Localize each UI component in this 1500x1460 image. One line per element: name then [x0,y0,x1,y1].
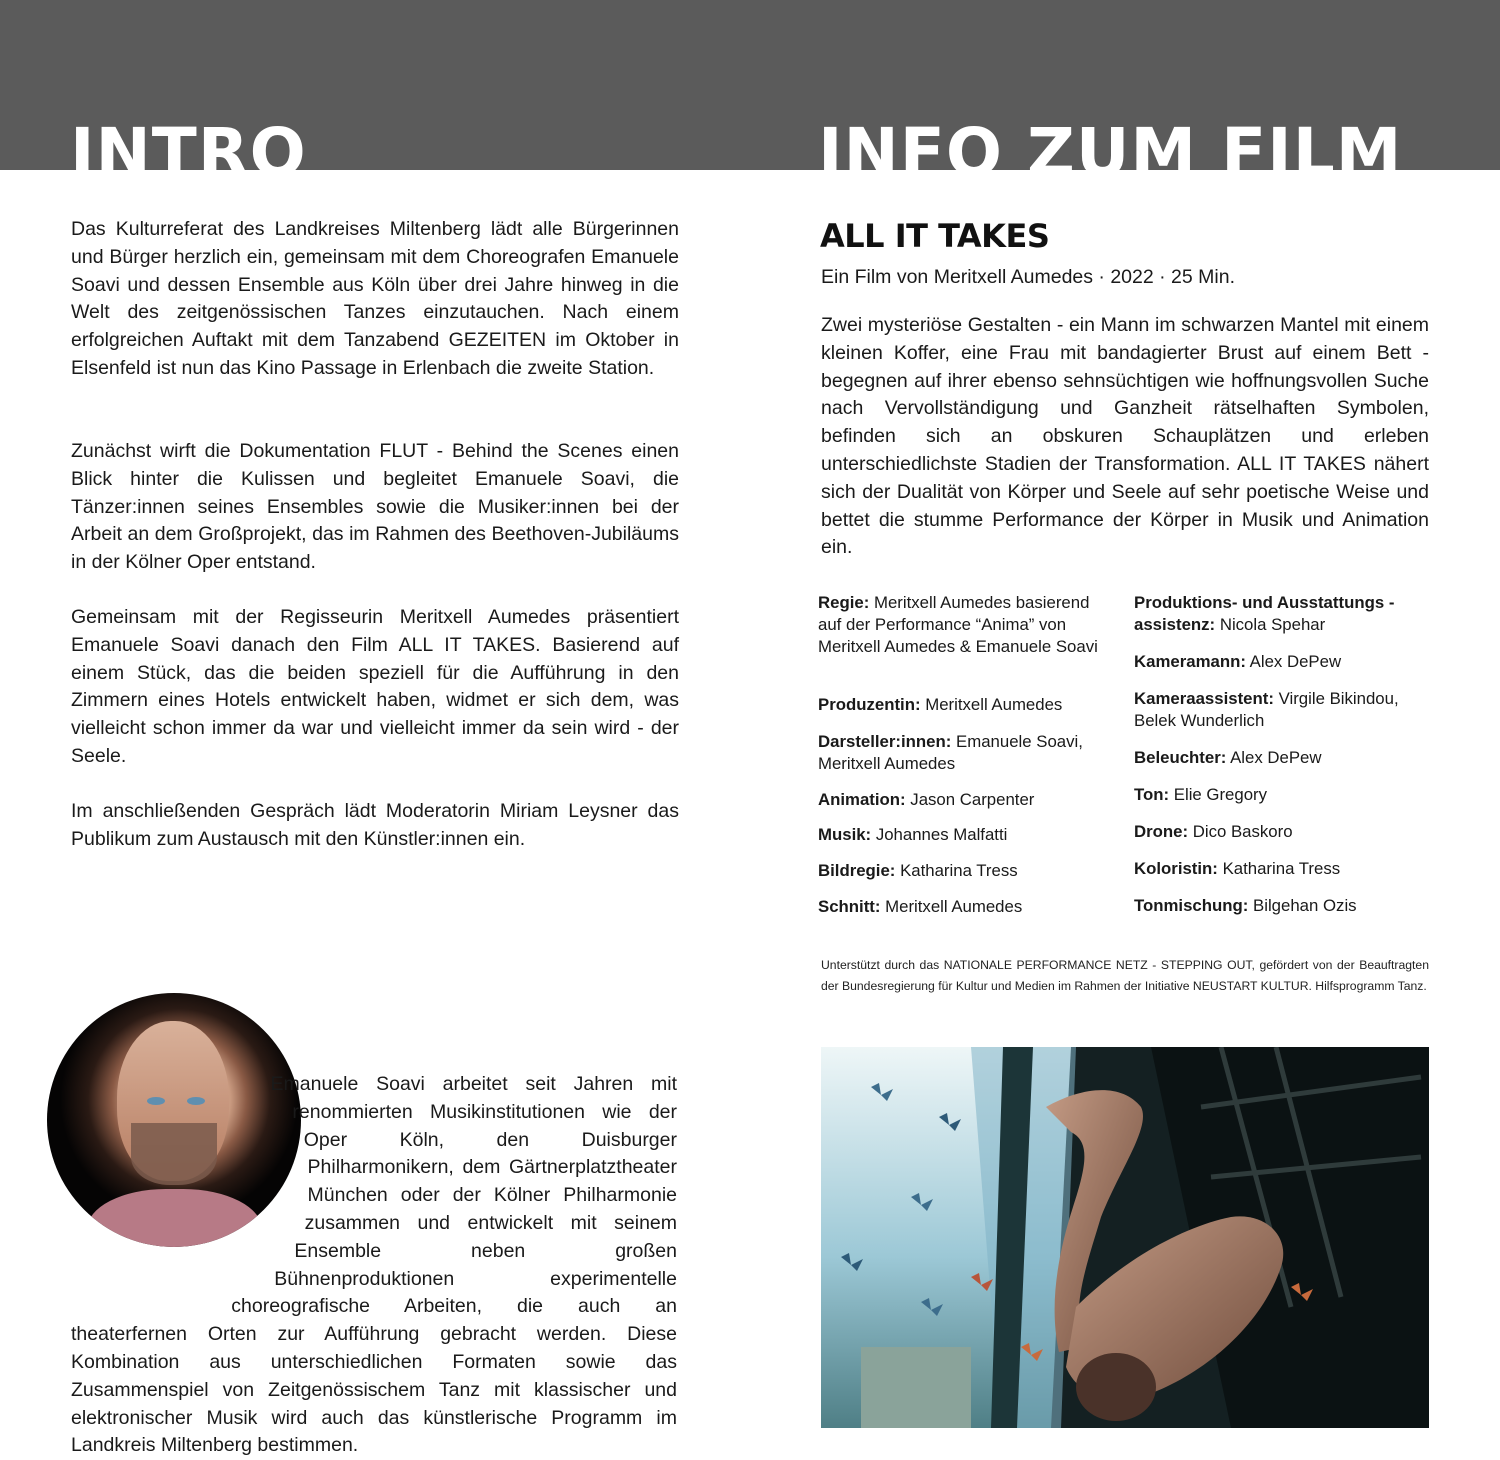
credit-value: Emanuele Soavi, Meritxell Aumedes [818,732,1083,773]
credit-schnitt [818,896,1118,918]
credit-musik [818,824,1118,846]
credit-beleuchter [1134,747,1434,769]
credit-label: Produzentin: [818,695,921,714]
credit-drone [1134,821,1434,843]
still-building [861,1347,971,1428]
credit-kameramann [1134,651,1434,673]
film-still-image [821,1047,1429,1428]
credit-value: Meritxell Aumedes basierend auf der Performance “Anima” von Meritxell Aumedes & Emanuele Soavi [818,593,1098,656]
credit-label: Schnitt: [818,897,881,916]
credit-label: Ton: [1134,785,1170,804]
credit-value: Meritxell Aumedes [880,897,1023,916]
credit-label: Animation: [818,790,906,809]
portrait-text-wrap [71,1071,311,1297]
still-dancer-head [1076,1353,1156,1421]
credit-value: Bilgehan Ozis [1248,896,1357,915]
credit-produktionsassistenz [1134,592,1434,636]
credit-label: Kameramann: [1134,652,1246,671]
credit-label: Produktions- und Ausstattungs - assistenz: [1134,593,1395,634]
film-still-illustration [821,1047,1429,1428]
credit-value: Johannes Malfatti [871,825,1008,844]
credit-value: Virgile Bikindou, Belek Wunderlich [1134,689,1399,730]
credit-label: Drone: [1134,822,1189,841]
credit-produzentin [818,694,1118,716]
credit-value: Katharina Tress [895,861,1018,880]
credit-value: Jason Carpenter [905,790,1035,809]
credit-label: Musik: [818,825,872,844]
bio-text: Emanuele Soavi arbeitet seit Jahren mit renommierten Musikinstitutionen wie der Oper Köln, den Duisburger Philharmonikern, dem Gärtnerplatztheater München oder der Kölner Philharmonie zusammen und entwickelt mit seinem Ensemble neben großen Bühnenproduktionen experimentelle choreografische Arbeiten, die auch an theaterfernen Orten zur Aufführung gebracht werden. Diese Kombination aus unterschiedlichen Formaten sowie das Zusammenspiel von Zeitgenössischem Tanz mit klassischer und elektronischer Musik wird auch das künstlerische Programm im Landkreis Miltenberg bestimmen. [71,1073,677,1457]
credit-label: Koloristin: [1134,859,1218,878]
film-subtitle: Ein Film von Meritxell Aumedes · 2022 · 25 Min. [821,266,1235,288]
credit-animation [818,789,1118,811]
film-description: Zwei mysteriöse Gestalten - ein Mann im schwarzen Mantel mit einem kleinen Koffer, eine Frau mit bandagierter Brust auf einem Bett - begegnen auf ihrer ebenso sehnsüchtigen wie hoffnungsvollen Suche nach Vervollständigung und Ganzheit rätselhaften Symbolen, befinden sich an obskuren Schauplätzen und erleben unterschiedlichste Stadien der Transformation. ALL IT TAKES nähert sich der Dualität von Körper und Seele auf sehr poetische Weise und bettet die stumme Performance der Körper in Musik und Animation ein. [821,314,1429,559]
credit-regie [818,592,1110,658]
funding-note: Unterstützt durch das NATIONALE PERFORMANCE NETZ - STEPPING OUT, gefördert von der Beauftragten der Bundesregierung für Kultur und Medien im Rahmen der Initiative NEUSTART KULTUR. Hilfsprogramm Tanz. [821,958,1429,993]
credit-bildregie [818,860,1118,882]
intro-paragraph-3: Gemeinsam mit der Regisseurin Meritxell Aumedes präsentiert Emanuele Soavi danach den Film ALL IT TAKES. Basierend auf einem Stück, das die beiden speziell für die Aufführung in den Zimmern eines Hotels entwickelt haben, widmet er sich dem, was vielleicht schon immer da war und vielleicht immer da sein wird - der Seele. [71,606,679,767]
credit-kameraassistent [1134,688,1434,732]
credit-label: Kameraassistent: [1134,689,1274,708]
credit-label: Darsteller:innen: [818,732,952,751]
credit-value: Alex DePew [1245,652,1342,671]
credit-label: Tonmischung: [1134,896,1249,915]
credit-darsteller [818,731,1118,775]
credit-value: Dico Baskoro [1188,822,1293,841]
credit-value: Nicola Spehar [1215,615,1326,634]
intro-paragraph-1: Das Kulturreferat des Landkreises Miltenberg lädt alle Bürgerinnen und Bürger herzlich ein, gemeinsam mit dem Choreografen Emanuele Soavi und dessen Ensemble aus Köln über drei Jahre hinweg in die Welt des zeitgenössischen Tanzes einzutauchen. Nach einem erfolgreichen Auftakt mit dem Tanzabend GEZEITEN im Oktober in Elsenfeld ist nun das Kino Passage in Erlenbach die zweite Station. [71,218,679,379]
intro-heading: INTRO [70,114,307,178]
credit-value: Katharina Tress [1217,859,1341,878]
film-title: ALL IT TAKES [820,217,1050,255]
film-info-heading: INFO ZUM FILM [818,114,1403,178]
intro-paragraph-4: Im anschließenden Gespräch lädt Moderatorin Miriam Leysner das Publikum zum Austausch mit den Künstler:innen ein. [71,800,679,850]
credit-label: Beleuchter: [1134,748,1227,767]
credit-ton [1134,784,1434,806]
credit-label: Regie: [818,593,870,612]
intro-paragraph-2: Zunächst wirft die Dokumentation FLUT - Behind the Scenes einen Blick hinter die Kulissen und begleitet Emanuele Soavi, die Tänzer:innen seines Ensembles sowie die Musiker:innen bei der Arbeit an dem Großprojekt, das im Rahmen des Beethoven-Jubiläums in der Kölner Oper entstand. [71,440,679,574]
bio-paragraph [71,1071,677,1460]
credit-tonmischung [1134,895,1434,917]
credit-value: Elie Gregory [1169,785,1268,804]
credit-koloristin [1134,858,1434,880]
credit-value: Meritxell Aumedes [920,695,1063,714]
credit-label: Bildregie: [818,861,896,880]
credit-value: Alex DePew [1226,748,1322,767]
